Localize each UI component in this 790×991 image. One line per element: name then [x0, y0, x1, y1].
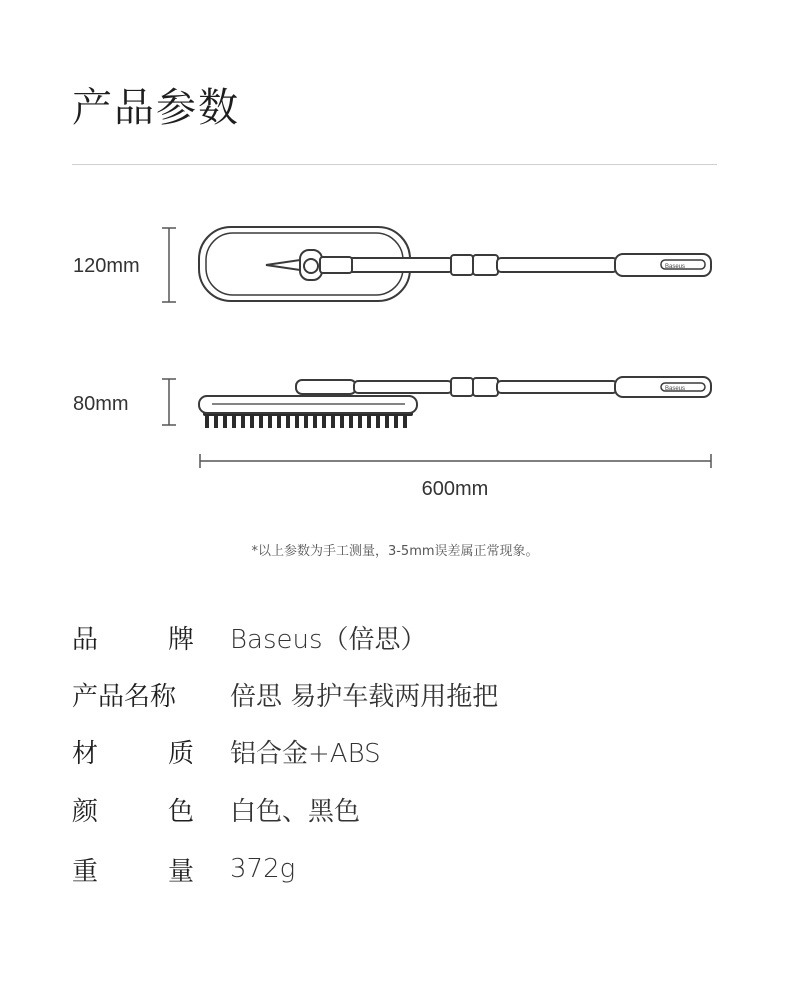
handle-brand-top: Baseus — [665, 264, 686, 270]
spec-row-color — [72, 784, 732, 834]
spec-value: 铝合金+ABS — [230, 738, 381, 769]
spec-value: 372g — [230, 854, 296, 884]
spec-key — [72, 851, 194, 888]
measurement-note: *以上参数为手工测量，3-5mm误差属正常现象。 — [251, 544, 539, 559]
spec-value: 倍思 易护车载两用拖把 — [230, 681, 499, 712]
height-bottom-label: 80mm — [73, 393, 129, 415]
mop-side-view — [199, 377, 711, 428]
spec-key-char: 质 — [167, 738, 194, 769]
spec-key-char: 材 — [72, 738, 99, 769]
spec-key — [72, 791, 194, 828]
spec-key-char: 重 — [72, 856, 99, 887]
height-top-label: 120mm — [73, 255, 140, 277]
spec-key-char: 牌 — [167, 624, 194, 655]
spec-key: 产品名称 — [72, 681, 177, 712]
page-title: 产品参数 — [72, 85, 240, 131]
spec-key-char: 量 — [167, 856, 194, 887]
spec-key — [72, 619, 194, 656]
spec-row-brand — [72, 612, 732, 662]
dimension-width — [200, 454, 711, 468]
spec-key-char: 颜 — [72, 796, 99, 827]
dimension-height-bottom — [162, 379, 176, 425]
width-label: 600mm — [421, 478, 489, 500]
spec-value: 白色、黑色 — [230, 796, 361, 827]
dimension-height-top — [162, 228, 176, 302]
spec-row-material — [72, 726, 732, 776]
spec-key-char: 品 — [72, 624, 99, 655]
spec-row-product-name — [72, 669, 732, 719]
handle-brand-side: Baseus — [665, 386, 686, 392]
spec-key-char: 色 — [167, 796, 194, 827]
spec-key — [72, 733, 194, 770]
spec-value: Baseus（倍思） — [230, 624, 427, 655]
spec-row-weight — [72, 844, 732, 894]
mop-top-view — [199, 227, 711, 301]
